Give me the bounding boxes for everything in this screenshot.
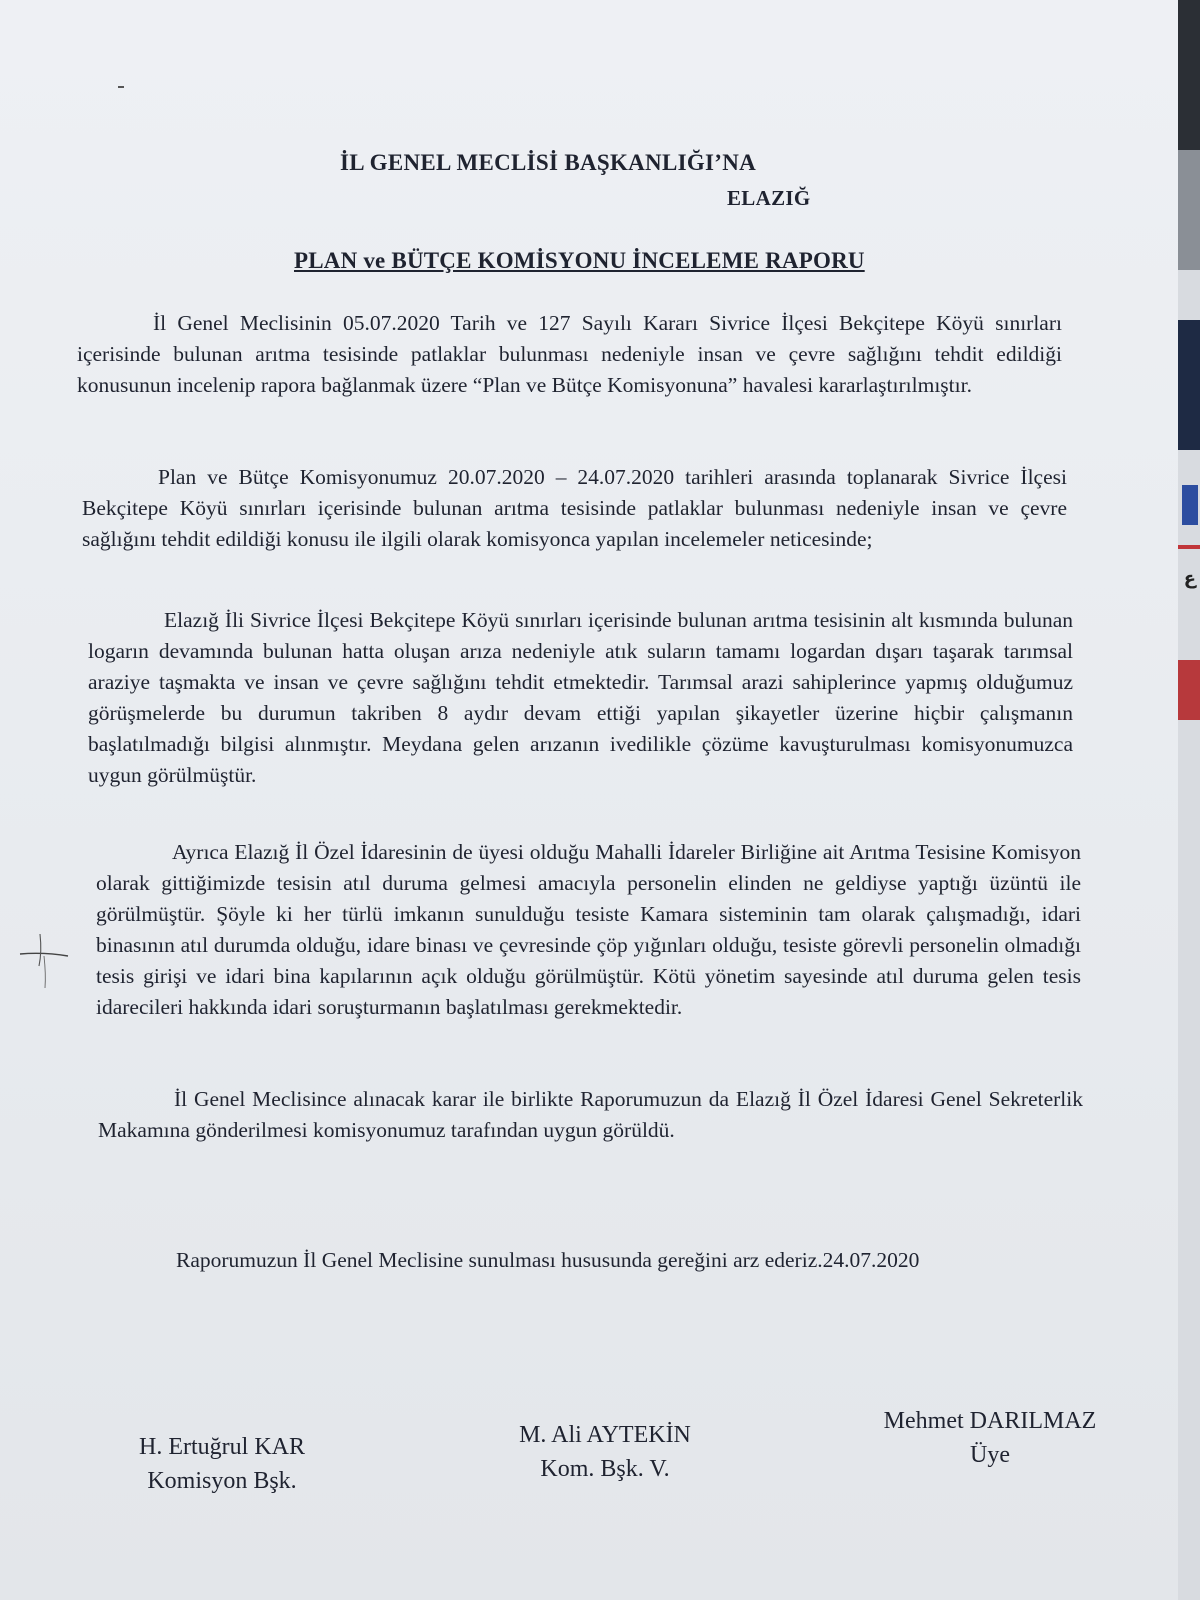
- signature-title: Kom. Bşk. V.: [540, 1456, 670, 1482]
- addressee-heading: İL GENEL MECLİSİ BAŞKANLIĞI’NA: [340, 150, 757, 175]
- signature-title: Üye: [970, 1442, 1010, 1468]
- edge-photo-block: [1178, 150, 1200, 270]
- edge-blue-mark: [1182, 485, 1198, 525]
- city-heading: ELAZIĞ: [727, 186, 811, 210]
- signature-block-member: [860, 1404, 1120, 1472]
- signature-title: Komisyon Bşk.: [147, 1468, 297, 1494]
- paragraph-4: [96, 837, 1081, 1023]
- paragraph-4-text: Ayrıca Elazığ İl Özel İdaresinin de üyesi olduğu Mahalli İdareler Birliğine ait Arıtma Tesisine Komisyon olarak gittiğimizde tesisin atıl duruma gelmesi amacıyla personelin elinden ne geldiyse yaptığı üzüntü ile görülmüştür. Şöyle ki her türlü imkanın sunulduğu tesiste Kamara sisteminin tam olarak çalışmadığı, idari binasının atıl durumda olduğu, idare binası ve çevresinde çöp yığınları olduğu, tesiste görevli personelin olmadığı tesis girişi ve idari bina kapılarının açık olduğu görülmüştür. Kötü yönetim sayesinde atıl duruma gelen tesis idarecileri hakkında idari soruşturmanın başlatılması gerekmektedir.: [96, 840, 1081, 1019]
- paragraph-5: [98, 1084, 1083, 1146]
- stray-mark: [118, 86, 124, 88]
- signature-name: M. Ali AYTEKİN: [519, 1422, 691, 1448]
- signature-block-vice-chair: [490, 1418, 720, 1486]
- paragraph-5-text: İl Genel Meclisince alınacak karar ile birlikte Raporumuzun da Elazığ İl Özel İdaresi Genel Sekreterlik Makamına gönderilmesi komisyonumuz tarafından uygun görüldü.: [98, 1087, 1083, 1142]
- background-edge: [1178, 0, 1200, 1600]
- paragraph-1-text: İl Genel Meclisinin 05.07.2020 Tarih ve 127 Sayılı Kararı Sivrice İlçesi Bekçitepe Köyü sınırları içerisinde bulunan arıtma tesisinde patlaklar bulunması nedeniyle insan ve çevre sağlığını tehdit edildiği konusunun incelenip rapora bağlanmak üzere “Plan ve Bütçe Komisyonuna” havalesi kararlaştırılmıştır.: [77, 311, 1062, 397]
- paragraph-1: [77, 308, 1062, 401]
- paragraph-2-text: Plan ve Bütçe Komisyonumuz 20.07.2020 – 24.07.2020 tarihleri arasında toplanarak Sivrice İlçesi Bekçitepe Köyü sınırları içerisinde bulunan arıtma tesisinde patlaklar bulunması nedeniyle insan ve çevre sağlığını tehdit edildiği konusu ile ilgili olarak komisyonca yapılan incelemeler neticesinde;: [82, 465, 1067, 551]
- paragraph-3-text: Elazığ İli Sivrice İlçesi Bekçitepe Köyü sınırları içerisinde bulunan arıtma tesisinin alt kısmında bulunan logarın devamında bulunan hatta oluşan arıza nedeniyle atık suların tamamı logardan dışarı taşarak tarımsal araziye taşmakta ve insan ve çevre sağlığını tehdit etmektedir. Tarımsal arazi sahiplerince yapmış olduğumuz görüşmelerde bu durumun takriben 8 aydır devam ettiği yapılan şikayetler üzerine hiçbir çalışmanın başlatılmadığı bilgisi alınmıştır. Meydana gelen arızanın ivedilikle çözüme kavuşturulması komisyonumuzca uygun görülmüştür.: [88, 608, 1073, 787]
- pen-cross-mark: [18, 930, 70, 990]
- paragraph-2: [82, 462, 1067, 555]
- edge-navy-block: [1178, 320, 1200, 450]
- edge-red-block: [1178, 660, 1200, 720]
- closing-line: Raporumuzun İl Genel Meclisine sunulması hususunda gereğini arz ederiz.24.07.2020: [176, 1248, 920, 1272]
- report-title: PLAN ve BÜTÇE KOMİSYONU İNCELEME RAPORU: [294, 248, 865, 273]
- edge-glyph: ع: [1183, 568, 1196, 589]
- paragraph-3: [88, 605, 1073, 791]
- signature-name: H. Ertuğrul KAR: [139, 1434, 305, 1460]
- edge-red-line: [1178, 545, 1200, 549]
- signature-name: Mehmet DARILMAZ: [883, 1408, 1097, 1434]
- edge-dark-block: [1178, 0, 1200, 150]
- signature-block-chair: [122, 1430, 322, 1498]
